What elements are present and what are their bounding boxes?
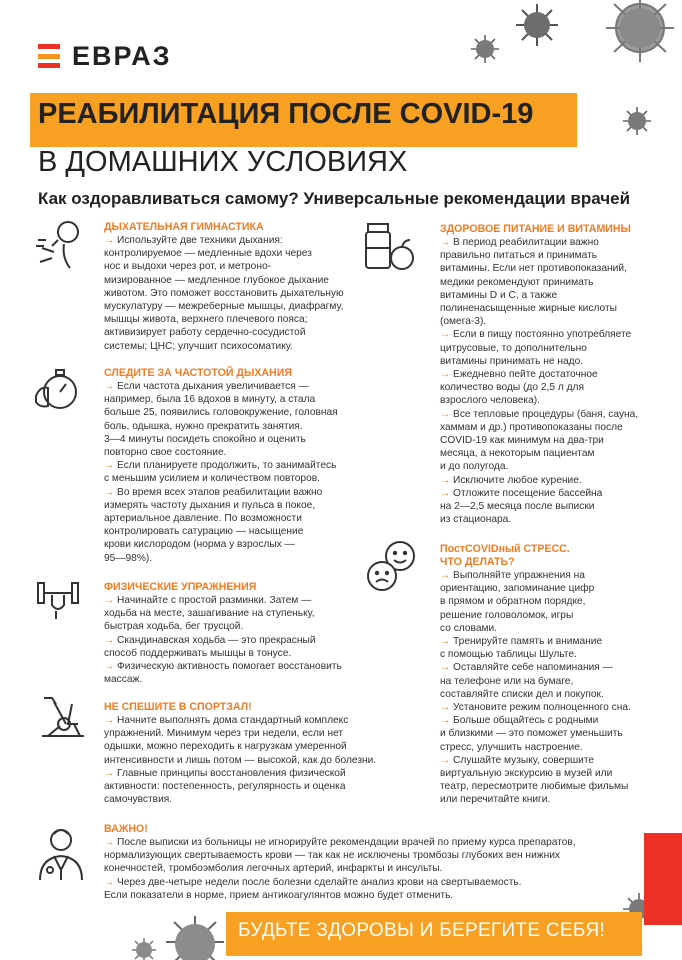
text-line: из стационара. xyxy=(440,514,512,526)
text-line: стресс, улучшить настроение. xyxy=(440,741,583,753)
text-line: или перечитайте книги. xyxy=(440,794,551,806)
text-line: Если показатели в норме, прием антикоагулянтов можно будет отменить. xyxy=(104,889,454,901)
text-line: артериальное давление. По возможности xyxy=(104,513,302,525)
text-line: → После выписки из больницы не игнорируйте рекомендации врачей по приему курса препаратов, xyxy=(104,837,576,848)
text-line: массаж. xyxy=(104,674,143,686)
section-heading: ЗДОРОВОЕ ПИТАНИЕ И ВИТАМИНЫ xyxy=(440,223,631,235)
logo-mark xyxy=(38,44,60,68)
text-line: COVID-19 как минимум на два-три xyxy=(440,435,604,447)
text-line: цитрусовые, то дополнительно xyxy=(440,342,587,354)
text-line: → Используйте две техники дыхания: xyxy=(104,235,283,246)
text-line: → Ежедневно пейте достаточное xyxy=(440,369,598,381)
text-line: с помощью таблицы Шульте. xyxy=(440,649,577,661)
text-line: месяца, а некоторым пациентам xyxy=(440,448,595,460)
section-heading: ВАЖНО! xyxy=(104,823,148,835)
virus-icon xyxy=(622,106,652,136)
section-heading: ДЫХАТЕЛЬНАЯ ГИМНАСТИКА xyxy=(104,221,264,233)
section-heading: НЕ СПЕШИТЕ В СПОРТЗАЛ! xyxy=(104,701,252,713)
text-line: → Исключите любое курение. xyxy=(440,474,582,486)
stopwatch-hand-icon xyxy=(32,366,82,414)
section-nutrition xyxy=(440,223,650,526)
text-line: крови кислородом (норма у взрослых — xyxy=(104,539,295,551)
page-title-line2: В ДОМАШНИХ УСЛОВИЯХ xyxy=(38,146,408,178)
virus-icon xyxy=(470,34,500,64)
logo xyxy=(38,41,172,71)
text-line: решение головоломок, игры xyxy=(440,609,574,621)
text-line: → Физическую активность помогает восстановить xyxy=(104,661,342,673)
text-line: на телефоне или на бумаге, xyxy=(440,675,574,687)
text-line: медики рекомендуют принимать xyxy=(440,276,594,288)
text-line: взрослого человека). xyxy=(440,395,540,407)
person-breathing-icon xyxy=(34,218,84,270)
text-line: театр, пересмотрите любимые фильмы xyxy=(440,781,629,793)
doctor-icon xyxy=(36,826,86,882)
section-heading: ФИЗИЧЕСКИЕ УПРАЖНЕНИЯ xyxy=(104,581,257,593)
text-line: → Начните выполнять дома стандартный комплекс xyxy=(104,715,349,726)
text-line: ориентацию, запоминание цифр xyxy=(440,583,595,595)
text-line: активности: постепенность, регулярность и оценка xyxy=(104,781,346,793)
text-line: интенсивности и лишь потом — высокой, как до болезни. xyxy=(104,754,377,766)
text-line: и до полугода. xyxy=(440,461,509,473)
text-line: → Оставляйте себе напоминания — xyxy=(440,662,613,674)
text-line: виртуальную экскурсию в музей или xyxy=(440,768,613,780)
text-line: → Тренируйте память и внимание xyxy=(440,636,603,648)
text-line: → Слушайте музыку, совершите xyxy=(440,754,595,766)
text-line: витамины D и С, а также xyxy=(440,289,558,301)
text-line: одышки, можно переходить к нагрузкам умеренной xyxy=(104,741,347,753)
text-line: мышцы живота, верхнего плечевого пояса; xyxy=(104,314,308,326)
page-title: РЕАБИЛИТАЦИЯ ПОСЛЕ COVID-19 xyxy=(38,98,534,130)
text-line: → Через две-четыре недели после болезни сделайте анализ крови на свертываемость. xyxy=(104,876,522,888)
text-line: с меньшим усилием и количеством повторов. xyxy=(104,473,320,485)
text-line: 3—4 минуты посидеть спокойно и оценить xyxy=(104,433,306,445)
virus-icon xyxy=(590,0,682,72)
text-line: (омега-3). xyxy=(440,316,487,328)
text-line: → Начинайте с простой разминки. Затем — xyxy=(104,595,312,606)
section-breathing-rate xyxy=(104,367,364,565)
text-line: витамины принимать не надо. xyxy=(440,355,584,367)
virus-icon xyxy=(160,912,230,960)
text-line: → Скандинавская ходьба — это прекрасный xyxy=(104,634,316,646)
section-important xyxy=(104,823,634,902)
section-heading-line2: ЧТО ДЕЛАТЬ? xyxy=(440,556,515,568)
exercise-bike-icon xyxy=(38,694,88,742)
text-line: → Больше общайтесь с родными xyxy=(440,715,599,727)
red-accent-bar xyxy=(644,833,682,925)
virus-icon xyxy=(130,936,158,960)
text-line: измерять частоту дыхания и пульса в покое, xyxy=(104,499,316,511)
text-line: и близкими — это поможет уменьшить xyxy=(440,728,623,740)
text-line: активизирует работу сердечно-сосудистой xyxy=(104,327,306,339)
text-line: упражнений. Минимум через три недели, если нет xyxy=(104,728,344,740)
text-line: → Если частота дыхания увеличивается — xyxy=(104,381,309,392)
text-line: повторно свое состояние. xyxy=(104,447,227,459)
faces-mood-icon xyxy=(364,540,420,594)
page-subtitle: Как оздоравливаться самому? Универсальные рекомендации врачей xyxy=(38,189,631,208)
text-line: быстрая ходьба, бег трусцой. xyxy=(104,621,244,633)
text-line: самочувствия. xyxy=(104,794,173,806)
text-line: мизированное — медленное глубокое дыхание xyxy=(104,274,329,286)
text-line: → Если планируете продолжить, то занимайтесь xyxy=(104,460,337,472)
text-line: → Главные принципы восстановления физической xyxy=(104,767,346,779)
text-line: ходьба на месте, зашагивание на ступеньку, xyxy=(104,608,315,620)
text-line: составляйте списки дел и покупок. xyxy=(440,688,604,700)
section-heading: ПостCOVIDный СТРЕСС. xyxy=(440,543,570,555)
text-line: → Отложите посещение бассейна xyxy=(440,487,603,499)
text-line: например, была 16 вдохов в минуту, а стала xyxy=(104,394,316,406)
text-line: → В период реабилитации важно xyxy=(440,237,599,248)
section-stress xyxy=(440,543,650,807)
virus-icon xyxy=(514,2,560,48)
section-heading: СЛЕДИТЕ ЗА ЧАСТОТОЙ ДЫХАНИЯ xyxy=(104,367,292,379)
text-line: мускулатуру — межреберные мышцы, диафрагму, xyxy=(104,301,344,313)
text-line: полиненасыщенные жирные кислоты xyxy=(440,303,617,315)
text-line: → Во время всех этапов реабилитации важно xyxy=(104,486,323,498)
section-gym xyxy=(104,701,394,806)
text-line: конечностей, тромбоэмболия легочных артерий, инфаркты и инсульты. xyxy=(104,863,443,875)
dumbbell-hand-icon xyxy=(36,575,80,619)
text-line: → Выполняйте упражнения на xyxy=(440,570,585,581)
text-line: витамины. Если нет противопоказаний, xyxy=(440,263,627,275)
text-line: системы; ЦНС; улучшит психосоматику. xyxy=(104,340,293,352)
footer-slogan: БУДЬТЕ ЗДОРОВЫ И БЕРЕГИТЕ СЕБЯ! xyxy=(238,920,606,941)
logo-text: ЕВРАЗ xyxy=(72,40,172,71)
text-line: → Если в пищу постоянно употребляете xyxy=(440,329,632,341)
text-line: нормализующих свертываемость крови — так как не исключены тромбозы глубоких вен нижних xyxy=(104,850,560,862)
vitamins-fruit-icon xyxy=(364,220,416,272)
text-line: → Установите режим полноценного сна. xyxy=(440,702,631,714)
text-line: нос и выдохи через рот, и метроно- xyxy=(104,261,272,273)
text-line: контролировать сатурацию — насыщение xyxy=(104,526,304,538)
text-line: количество воды (до 2,5 л для xyxy=(440,382,585,394)
text-line: боль, одышка, нужно прекратить занятия. xyxy=(104,420,303,432)
text-line: 95—98%). xyxy=(104,552,153,564)
text-line: правильно питаться и принимать xyxy=(440,250,598,262)
text-line: контролируемое — медленные вдохи через xyxy=(104,248,312,260)
text-line: способ поддерживать мышцы в тонусе. xyxy=(104,647,292,659)
text-line: со словами. xyxy=(440,622,498,634)
section-breathing xyxy=(104,221,364,353)
text-line: больше 25, появились головокружение, головная xyxy=(104,407,338,419)
text-line: в прямом и обратном порядке, xyxy=(440,596,586,608)
text-line: животом. Это поможет восстановить дыхательную xyxy=(104,287,344,299)
text-line: на 2—2,5 месяца после выписки xyxy=(440,501,595,513)
section-exercise xyxy=(104,581,364,686)
text-line: хаммам и др.) противопоказаны после xyxy=(440,421,623,433)
text-line: → Все тепловые процедуры (баня, сауна, xyxy=(440,408,639,420)
